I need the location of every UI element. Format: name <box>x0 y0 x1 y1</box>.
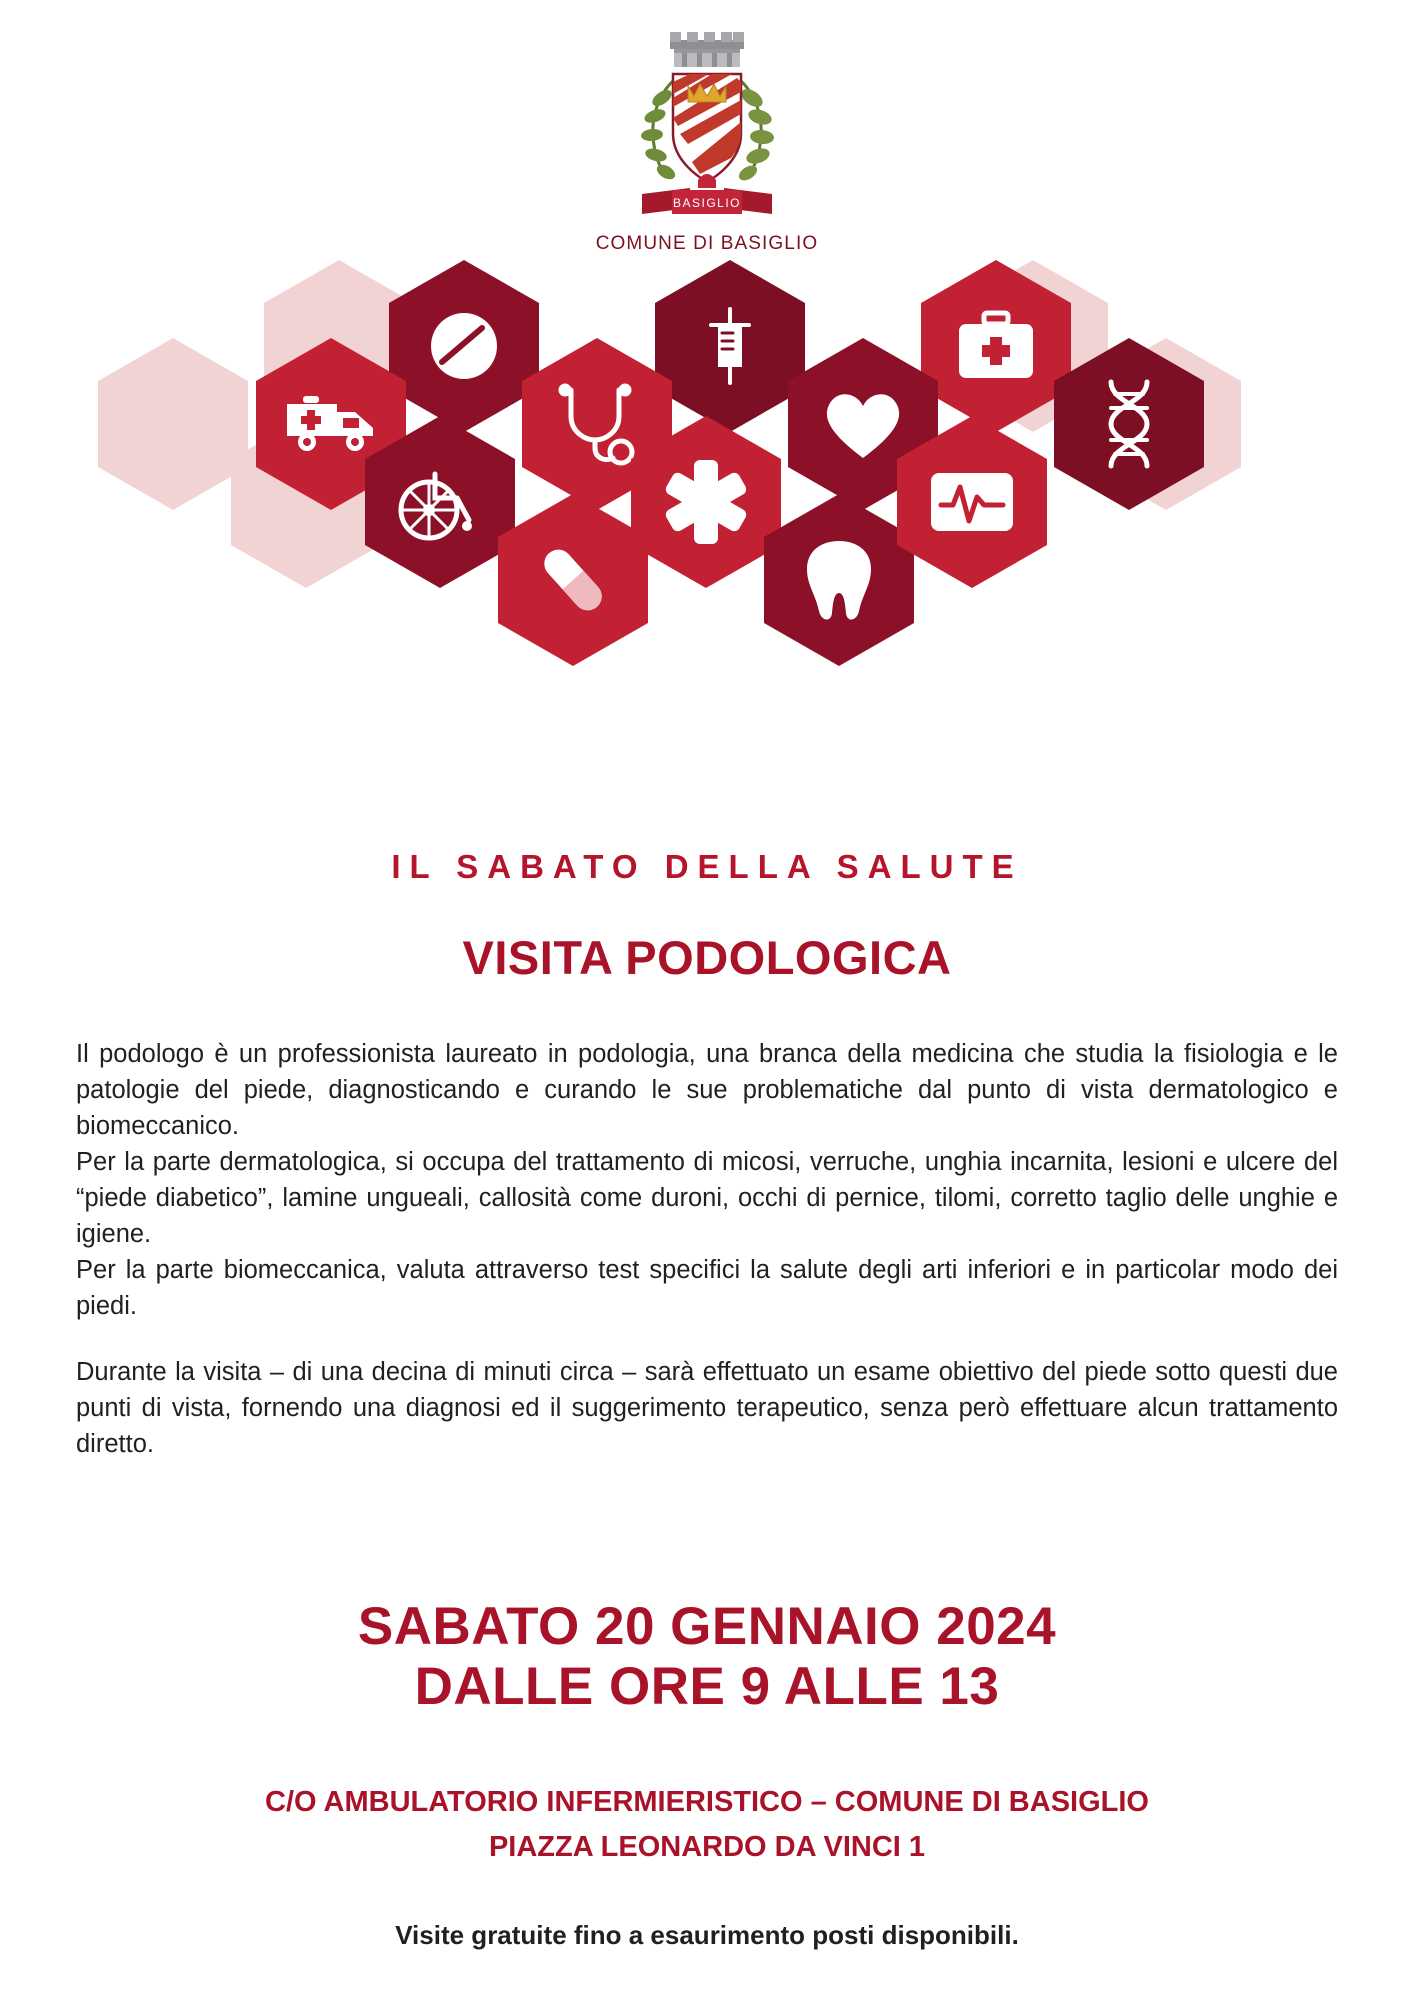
event-venue <box>0 1780 1414 1870</box>
svg-text:BASIGLIO: BASIGLIO <box>672 196 742 210</box>
paragraph-2: Per la parte dermatologica, si occupa del trattamento di micosi, verruche, unghia incarnita, lesioni e ulcere del “piede diabetico”, lamine ungueali, callosità come duroni, occhi di pernice, tilomi, corretto taglio delle unghie e igiene. <box>76 1148 1338 1248</box>
paragraph-3: Per la parte biomeccanica, valuta attraverso test specifici la salute degli arti inferiori e in particolar modo dei piedi. <box>76 1256 1338 1320</box>
event-date: SABATO 20 GENNAIO 2024 <box>357 1597 1057 1656</box>
tooth-icon <box>801 535 877 625</box>
stethoscope-icon <box>553 380 641 468</box>
venue-line-1: C/O AMBULATORIO INFERMIERISTICO – COMUNE DI BASIGLIO <box>265 1786 1149 1818</box>
wheelchair-icon <box>395 458 485 546</box>
heartbeat-icon <box>927 467 1017 537</box>
page-title: VISITA PODOLOGICA <box>462 931 952 984</box>
syringe-icon <box>687 303 773 389</box>
heart-icon <box>818 384 908 464</box>
paragraph-4: Durante la visita – di una decina di minuti circa – sarà effettuato un esame obiettivo del piede sotto questi due punti di vista, fornendo una diagnosi ed il suggerimento terapeutico, senza però effettuare alcun trattamento diretto. <box>76 1358 1338 1458</box>
hex-tooth <box>764 494 914 666</box>
ambulance-icon <box>283 390 379 458</box>
dna-icon <box>1093 378 1165 470</box>
hex-pill-round <box>389 260 539 432</box>
hex-syringe <box>655 260 805 432</box>
medical-hex-cluster <box>0 278 1414 658</box>
capsule-icon <box>531 538 615 622</box>
event-date-block <box>0 1597 1414 1717</box>
kicker-title: IL SABATO DELLA SALUTE <box>391 848 1023 885</box>
pill-round-icon <box>422 304 506 388</box>
hex-capsule <box>498 494 648 666</box>
availability-note: Visite gratuite fino a esaurimento posti disponibili. <box>395 1920 1019 1950</box>
venue-line-2: PIAZZA LEONARDO DA VINCI 1 <box>488 1831 926 1863</box>
crest-header <box>0 22 1414 255</box>
first-aid-kit-icon <box>952 307 1040 385</box>
body-text <box>76 1036 1338 1462</box>
event-time: DALLE ORE 9 ALLE 13 <box>414 1657 1000 1716</box>
crest-caption: COMUNE DI BASIGLIO <box>595 233 819 254</box>
hex-blank-4 <box>98 338 248 510</box>
paragraph-1: Il podologo è un professionista laureato in podologia, una branca della medicina che studia la fisiologia e le patologie del piede, diagnosticando e curando le sue problematiche dal punto di vista dermatologico e biomeccanico. <box>76 1040 1338 1140</box>
comune-crest-icon <box>612 22 802 227</box>
star-of-life-icon <box>658 454 754 550</box>
